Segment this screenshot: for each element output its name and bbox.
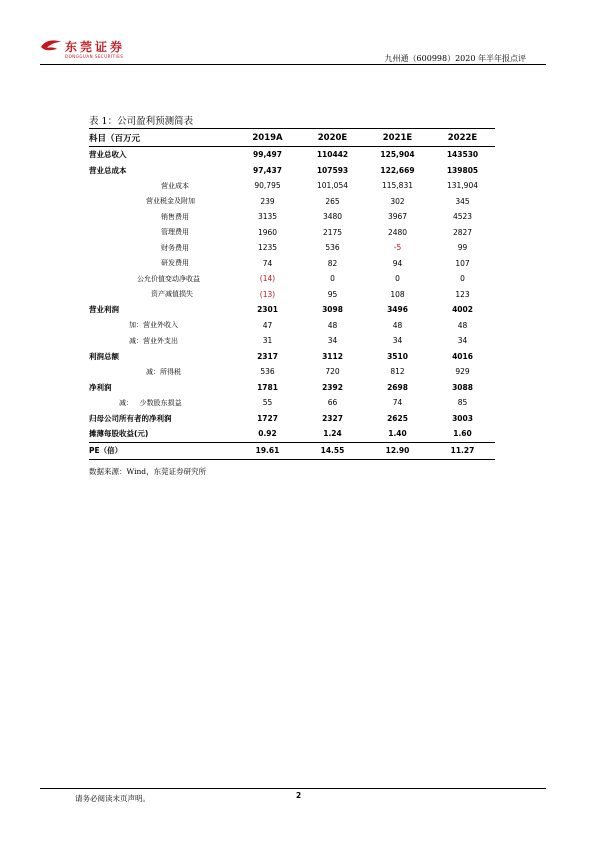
table-cell: 2301 <box>257 305 278 315</box>
table-cell: 1960 <box>257 227 278 237</box>
table-cell: 101,054 <box>316 181 348 191</box>
table-cell: 95 <box>327 289 338 299</box>
table-cell: 139805 <box>446 165 479 175</box>
table-row <box>89 333 495 349</box>
forecast-table <box>89 128 495 460</box>
row-label: 减：所得税 <box>146 367 181 376</box>
footer-divider <box>40 788 546 789</box>
table-cell: 2317 <box>257 351 278 361</box>
table-cell: 34 <box>392 336 403 346</box>
table-cell: 0 <box>460 274 465 284</box>
table-row <box>89 426 495 442</box>
table-cell: 99 <box>457 243 468 253</box>
table-cell: 239 <box>260 196 275 206</box>
table-cell: 4523 <box>452 212 473 222</box>
table-cell: 265 <box>325 196 340 206</box>
table-cell: 125,904 <box>380 150 415 160</box>
row-label: 财务费用 <box>161 243 189 252</box>
row-label: 营业利润 <box>89 305 119 315</box>
table-cell: 2625 <box>387 413 408 423</box>
table-cell: 2392 <box>322 382 343 392</box>
table-row <box>89 225 495 241</box>
table-cell: 3098 <box>322 305 343 315</box>
row-label: 摊薄每股收益(元) <box>89 429 149 439</box>
table-cell: 99,497 <box>253 150 282 160</box>
table-row <box>89 271 495 287</box>
table-row <box>89 364 495 380</box>
table-cell: 302 <box>390 196 405 206</box>
table-cell: 2698 <box>387 382 408 392</box>
table-cell: 536 <box>325 243 340 253</box>
logo-mark-icon <box>40 38 62 54</box>
table-row <box>89 302 495 318</box>
column-header: 2020E <box>300 129 365 147</box>
table-cell: 2175 <box>322 227 343 237</box>
table-cell: 55 <box>262 398 273 408</box>
row-label: PE（倍） <box>89 442 235 459</box>
row-label: 利润总额 <box>89 351 119 361</box>
table-cell: 31 <box>262 336 273 346</box>
table-cell: 2327 <box>322 413 343 423</box>
table-cell: 3480 <box>322 212 343 222</box>
table-cell: 3496 <box>387 305 408 315</box>
table-cell: 34 <box>457 336 468 346</box>
table-cell: 1.40 <box>388 429 407 439</box>
table-cell: 1235 <box>257 243 278 253</box>
table-cell: 107 <box>455 258 470 268</box>
table-cell: 110442 <box>316 150 349 160</box>
table-cell: 1.60 <box>453 429 472 439</box>
table-cell: 94 <box>392 258 403 268</box>
table-row <box>89 349 495 365</box>
table-cell: 3967 <box>387 212 408 222</box>
row-label: 减：营业外支出 <box>129 336 178 345</box>
table-cell: 74 <box>392 398 403 408</box>
table-cell: 1.24 <box>323 429 342 439</box>
table-title: 表 1：公司盈利预测简表 <box>89 116 194 127</box>
table-cell: 48 <box>392 320 403 330</box>
table-row <box>89 194 495 210</box>
table-cell: 85 <box>457 398 468 408</box>
table-cell: 11.27 <box>430 442 495 459</box>
table-cell: 143530 <box>446 150 479 160</box>
table-cell: 108 <box>390 289 405 299</box>
table-row <box>89 318 495 334</box>
table-cell: 74 <box>262 258 273 268</box>
table-cell: 34 <box>327 336 338 346</box>
row-label: 营业总成本 <box>89 165 127 175</box>
table-row <box>89 178 495 194</box>
table-row <box>89 209 495 225</box>
table-row <box>89 287 495 303</box>
table-cell: 3003 <box>452 413 473 423</box>
table-row <box>89 380 495 396</box>
table-cell: 0 <box>330 274 335 284</box>
table-cell: 14.55 <box>300 442 365 459</box>
row-label: 归母公司所有者的净利润 <box>89 413 172 423</box>
table-cell: 2827 <box>452 227 473 237</box>
table-cell: 12.90 <box>365 442 430 459</box>
table-cell: 123 <box>455 289 470 299</box>
table-row <box>89 163 495 179</box>
table-cell: 90,795 <box>254 181 281 191</box>
page-number: 2 <box>296 791 302 800</box>
table-cell: 720 <box>325 367 340 377</box>
table-cell: 82 <box>327 258 338 268</box>
table-cell: 1781 <box>257 382 278 392</box>
table-cell-negative: -5 <box>393 243 402 253</box>
table-cell: 536 <box>260 367 275 377</box>
table-cell: 48 <box>457 320 468 330</box>
table-cell: 4016 <box>452 351 473 361</box>
row-label: 销售费用 <box>161 212 189 221</box>
row-label: 净利润 <box>89 382 112 392</box>
table-cell: 345 <box>455 196 470 206</box>
row-label: 加：营业外收入 <box>129 321 178 330</box>
table-cell: 4002 <box>452 305 473 315</box>
table-cell: 66 <box>327 398 338 408</box>
forecast-table-wrapper <box>89 128 495 460</box>
column-header: 2021E <box>365 129 430 147</box>
table-cell: 0 <box>395 274 400 284</box>
row-label: 营业总收入 <box>89 150 127 160</box>
table-cell: 3112 <box>322 351 343 361</box>
table-row <box>89 147 495 163</box>
table-cell: 3088 <box>452 382 473 392</box>
table-cell: 48 <box>327 320 338 330</box>
company-logo <box>40 36 140 64</box>
table-cell: 122,669 <box>380 165 415 175</box>
table-cell: 131,904 <box>446 181 478 191</box>
table-cell: 929 <box>455 367 470 377</box>
report-title: 九州通（600998）2020 年半年报点评 <box>384 54 526 63</box>
table-row <box>89 256 495 272</box>
logo-subtext: DONGGUAN SECURITIES <box>65 54 124 59</box>
table-cell: 0.92 <box>258 429 277 439</box>
table-row <box>89 442 495 459</box>
row-label: 减： 少数股东损益 <box>119 398 182 407</box>
row-label: 营业成本 <box>161 181 189 190</box>
footer-disclaimer: 请务必阅读末页声明。 <box>75 794 150 803</box>
table-cell: 2480 <box>387 227 408 237</box>
row-label: 公允价值变动净收益 <box>137 274 200 283</box>
data-source-note: 数据来源：Wind，东莞证券研究所 <box>89 467 207 476</box>
table-cell: 3510 <box>387 351 408 361</box>
table-cell: 107593 <box>316 165 349 175</box>
table-cell: 19.61 <box>235 442 300 459</box>
column-header: 2022E <box>430 129 495 147</box>
header-divider <box>40 64 546 65</box>
column-header: 2019A <box>235 129 300 147</box>
logo-text: 东莞证券 <box>65 40 126 54</box>
table-cell: 1727 <box>257 413 278 423</box>
table-cell: 812 <box>390 367 405 377</box>
table-cell: 97,437 <box>253 165 282 175</box>
table-cell-negative: (14) <box>259 274 276 284</box>
table-cell: 115,831 <box>381 181 413 191</box>
table-cell: 3135 <box>257 212 278 222</box>
table-cell-negative: (13) <box>259 289 276 299</box>
table-row <box>89 411 495 427</box>
row-label: 管理费用 <box>161 228 189 237</box>
row-label: 资产减值损失 <box>151 290 193 299</box>
column-header: 科目（百万元 <box>89 129 235 147</box>
row-label: 研发费用 <box>161 259 189 268</box>
table-header-row <box>89 129 495 147</box>
table-cell: 47 <box>262 320 273 330</box>
table-row <box>89 395 495 411</box>
table-row <box>89 240 495 256</box>
row-label: 营业税金及附加 <box>146 197 195 206</box>
